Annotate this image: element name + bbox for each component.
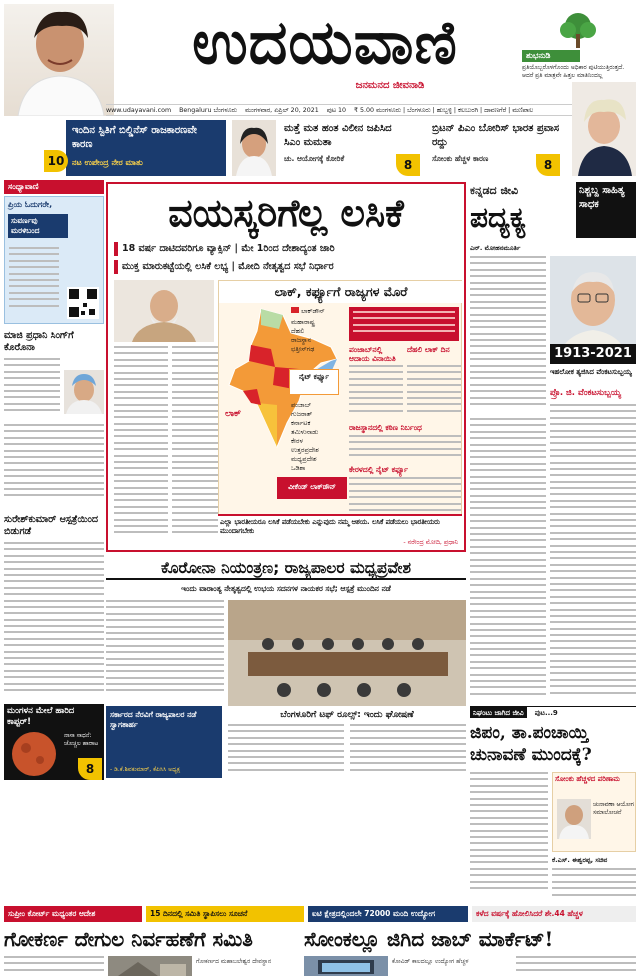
upendra-photo [4, 4, 114, 116]
mamata-photo [232, 120, 276, 176]
shubhanudi-title: ಶುಭನುಡಿ [522, 50, 580, 62]
map-label-lock: ಲಾಕ್ [225, 409, 241, 419]
strip-left: ಸುಪ್ರೀಂ ಕೋರ್ಟ್ ಮಧ್ಯಂತರ ಆದೇಶ [4, 906, 142, 922]
gokarna-headline[interactable]: ಗೋಕರ್ಣ ದೇಗುಲ ನಿರ್ವಹಣೆಗೆ ಸಮಿತಿ [4, 927, 253, 951]
masthead-tagline: ಜನಮನದ ಜೀವನಾಡಿ [355, 80, 425, 91]
person-illustration-icon [572, 82, 636, 176]
job-caption: ಕೋವಿಡ್ ಕಾಲದಲ್ಲೂ ಉದ್ಯೋಗ ಹೆಚ್ಚಳ [392, 958, 469, 965]
teaser-3-sub: ಸೋಂಕು ಹೆಚ್ಚಳ ಕಾರಣ [432, 154, 489, 163]
masthead [0, 0, 640, 118]
mars-box[interactable] [4, 704, 104, 780]
map-sidebar-4: ಕೇರಳದಲ್ಲಿ ನೈಟ್ ಕರ್ಫ್ಯೂ [349, 465, 409, 474]
state-item: ಪಂಜಾಬ್ [291, 401, 312, 409]
gvenkatasubbaiah-photo [550, 256, 636, 364]
governor-story [106, 556, 466, 804]
state-item: ಛತ್ತೀಸ್‌ಗಢ [291, 345, 315, 353]
teaser-1[interactable] [66, 120, 226, 176]
edition: Bengaluru ಬೆಂಗಳೂರು [179, 107, 237, 114]
manmohan-photo [64, 370, 104, 414]
teaser-1-sub: ನಟ ಉಪೇಂದ್ರ ನೇರ ಮಾತು [72, 158, 143, 167]
shivakumar-quote-box [106, 706, 222, 778]
person-illustration-icon [114, 280, 214, 342]
map-sidebar-3: ರಾಜಸ್ಥಾನದಲ್ಲಿ ಕಠಿಣ ನಿರ್ಬಂಧ [349, 423, 422, 432]
strip-mid: 15 ದಿನದಲ್ಲಿ ಸಮಿತಿ ಸ್ಥಾಪಿಸಲು ಸೂಚನೆ [146, 906, 304, 922]
right-column [470, 182, 636, 718]
bengaluru-rules-title[interactable]: ಬೆಂಗಳೂರಿಗೆ ಟಫ್ ರೂಲ್ಸ್: ಇಂದು ಘೋಷಣೆ [280, 710, 414, 720]
meeting-photo [228, 600, 466, 706]
left-column [4, 180, 104, 780]
modi-quote: ಎಲ್ಲಾ ಭಾರತೀಯರೂ ಲಸಿಕೆ ಪಡೆಯಬೇಕು ಎನ್ನುವುದು ನಮ್ಮ ಆಶಯ. ಲಸಿಕೆ ಪಡೆಯಲು ಭಾರತೀಯರು ಮುಂದಾಗಬೇಕು [220, 518, 440, 535]
person-illustration-icon [4, 4, 114, 116]
site-url[interactable]: www.udayavani.com [106, 107, 172, 114]
teaser-bar [0, 118, 640, 178]
years-label: 1913-2021 [550, 344, 636, 364]
teaser-3-headline: ಬ್ರಿಟನ್ ಪಿಎಂ ಬೋರಿಸ್ ಭಾರತ ಪ್ರವಾಸ ರದ್ದು [432, 123, 560, 148]
panchayat-box-title: ಸೋಂಕು ಹೆಚ್ಚಳದ ಪರಿಣಾಮ [555, 775, 620, 783]
state-item: ಗುಜರಾತ್ [291, 410, 313, 418]
map-sidebar-2: ದೆಹಲಿ ಲಾಕ್ ದಿನ [407, 345, 450, 354]
issue-date: ಮಂಗಳವಾರ, ಏಪ್ರಿಲ್ 20, 2021 [244, 107, 319, 114]
price-editions: ₹ 5.00 ಮಂಗಳೂರು | ಬೆಂಗಳೂರು | ಹುಬ್ಬಳ್ಳಿ | ಕಲಬುರಗಿ | ದಾವಣಗೆರೆ | ಮಣಿಪಾಲ [354, 107, 534, 114]
panchayat-headline[interactable]: ಜಿಪಂ, ತಾ.ಪಂಚಾಯ್ತಿ ಚುನಾವಣೆ ಮುಂದಕ್ಕೆ? [470, 723, 592, 765]
caption-sub: ಇಹಲೋಕ ತ್ಯಜಿಸಿದ ವೆಂಕಟಸುಬ್ಬಯ್ಯ [550, 368, 632, 376]
person-illustration-icon [557, 799, 591, 839]
job-market-headline[interactable]: ಸೋಂಕಲ್ಲೂ ಜಿಗಿದ ಜಾಬ್ ಮಾರ್ಕೆಟ್! [304, 927, 554, 951]
panchayat-byline: ಕೆ.ಎಸ್. ಈಶ್ವರಪ್ಪ, ಸಚಿವ [552, 856, 608, 864]
state-item: ಮಧ್ಯಪ್ರದೇಶ [291, 455, 317, 463]
bottom-strip [4, 906, 636, 922]
tree-icon [556, 12, 600, 48]
teaser-2-headline: ಮತ್ತೆ ಮತ ಹಂತ ವಿಲೀನ ಜಪಿಸಿದ ಸಿಎಂ ಮಮತಾ [284, 123, 392, 148]
kannada-jeevi: ಕನ್ನಡದ ಜೀವಿ [470, 184, 519, 197]
strip-right-1: ಐಟಿ ಕ್ಷೇತ್ರದಲ್ಲಿಂದಲೇ 72000 ಮಂದಿ ಉದ್ಯೋಗ [308, 906, 468, 922]
state-item: ಕೇರಳ [291, 437, 304, 445]
teaser-1-headline: ಇಂದಿನ ಸ್ಟಿತಿಗೆ ಬಿಲ್ಡಿನೆಸ್ ರಾಜಕಾರಣವೇ ಕಾರಣ [72, 125, 197, 150]
continued-bar[interactable] [470, 706, 636, 718]
promo-title: ಪ್ರಿಯ ಓದುಗರೇ, [8, 200, 53, 209]
lockdown-map-box [218, 280, 462, 530]
shivakumar-quote: ಸರ್ಕಾರದ ನೆರವಿಗೆ ರಾಜ್ಯಪಾಲರ ನಡೆ ಸ್ವಾಗತಾರ್ಹ [110, 710, 197, 729]
laptop-icon [304, 956, 388, 976]
lead-story [106, 182, 466, 552]
modi-quote-by: - ನರೇಂದ್ರ ಮೋದಿ, ಪ್ರಧಾನಿ [403, 539, 458, 546]
lead-headline[interactable]: ವಯಸ್ಕರಿಗೆಲ್ಲ ಲಸಿಕೆ [168, 190, 404, 235]
state-item: ಉತ್ತರಪ್ರದೇಶ [291, 446, 319, 454]
mars-page-badge: 8 [78, 758, 102, 780]
teaser-1-page-badge: 10 [44, 150, 68, 172]
person-illustration-icon [232, 120, 276, 176]
strip-right-2: ಕಳೆದ ವರ್ಷಕ್ಕೆ ಹೋಲಿಸಿದರೆ ಶೇ.44 ಹೆಚ್ಚಳ [472, 906, 636, 922]
story-sureshkumar-title[interactable]: ಸುರೇಶ್‌ಕುಮಾರ್ ಆಸ್ಪತ್ರೆಯಿಂದ ಬಿಡುಗಡೆ [4, 514, 98, 537]
right-byline: ಎನ್. ಮೋಹನಮೂರ್ತಿ [470, 244, 521, 252]
governor-deck: ಇಂದು ವಾರಾಂತ್ಯ ನೇತೃತ್ವದಲ್ಲಿ ಉಭಯ ಸದನಗಳ ನಾಯಕರ ಸಭೆ; ಆಸ್ಪತ್ರೆ ಮುಂದಿನ ನಡೆ [181, 584, 391, 593]
shivakumar-quote-by: - ಡಿ.ಕೆ.ಶಿವಕುಮಾರ್, ಕೆಪಿಸಿಸಿ ಅಧ್ಯಕ್ಷ [110, 766, 181, 773]
story-manmohan-title[interactable]: ಮಾಜಿ ಪ್ರಧಾನಿ ಸಿಂಗ್‌ಗೆ ಕೊರೊನಾ [4, 330, 74, 353]
lead-deck-1: 18 ವರ್ಷ ದಾಟಿದವರಿಗೂ ವ್ಯಾಕ್ಸಿನ್ | ಮೇ 1ರಿಂದ ದೇಶಾದ್ಯಂತ ಜಾರಿ [114, 242, 460, 256]
legend-lockdown: ಲಾಕ್‌ಡೌನ್ [291, 307, 361, 316]
boris-photo [572, 82, 636, 176]
modi-quote-box [218, 514, 462, 548]
state-list-2 [291, 401, 345, 473]
map-title: ಲಾಕ್, ಕರ್ಫ್ಯೂಗೆ ರಾಜ್ಯಗಳ ಮೊರೆ [219, 281, 463, 303]
reader-promo[interactable] [4, 196, 104, 324]
panchayat-box [552, 772, 636, 852]
lead-deck-2: ಮುಕ್ತ ಮಾರುಕಟ್ಟೆಯಲ್ಲಿ ಲಸಿಕೆ ಲಭ್ಯ | ಮೋದಿ ನೇತೃತ್ವದ ಸಭೆ ನಿರ್ಧಾರ [114, 260, 460, 274]
panchayat-box-caption: ಚುನಾವಣಾ ಆಯೋಗ ಸಮಾಲೋಚನೆ [593, 801, 635, 816]
modi-photo [114, 280, 214, 342]
teaser-2-page-badge: 8 [396, 154, 420, 176]
temple-icon [108, 956, 192, 976]
job-photo [304, 956, 388, 976]
mars-caption: ನಾಸಾ ಸಾಧನೆ: ಚೊಚ್ಚಲ ಹಾರಾಟ [64, 732, 99, 747]
night-curfew-tag: ನೈಟ್ ಕರ್ಫ್ಯೂ [289, 369, 339, 395]
page-number: ಪುಟ 10 [326, 107, 346, 114]
promo-sub: ಸುವರ್ಣವು ಮರಳಿಬಂದ [8, 214, 68, 238]
teaser-2-sub: ಚು. ಆಯೋಗಕ್ಕೆ ಕೋರಿಕೆ [284, 154, 345, 163]
state-item: ಒಡಿಶಾ [291, 464, 306, 472]
weekend-tag: ವೀಕೆಂಡ್ ಲಾಕ್‌ಡೌನ್ [277, 477, 347, 499]
mars-title: ಮಂಗಳನ ಮೇಲೆ ಹಾರಿದ ಕಾಪ್ಟರ್! [7, 706, 75, 727]
eshwarappa-photo [557, 799, 591, 839]
teaser-3-page-badge: 8 [536, 154, 560, 176]
person-illustration-icon [64, 370, 104, 414]
caption-name: ಪ್ರೊ. ಜಿ. ವೆಂಕಟಸುಬ್ಬಯ್ಯ [550, 388, 622, 398]
legend-swatch-red [291, 307, 299, 313]
state-item: ರಾಜಸ್ಥಾನ [291, 336, 312, 344]
gokarna-caption: ಗೋಕರ್ಣದ ಮಹಾಬಲೇಶ್ವರ ದೇವಸ್ಥಾನ [196, 958, 272, 965]
kicker-box: ನಿಶ್ಚಬ್ದ ಸಾಹಿತ್ಯ ಸಾಧಕ [576, 182, 636, 238]
state-item: ತಮಿಳುನಾಡು [291, 428, 319, 436]
state-item: ಕರ್ನಾಟಕ [291, 419, 311, 427]
panchayat-story [470, 722, 636, 902]
padyakya-title[interactable]: ಪದ್ಯಕ್ಯ [470, 201, 527, 234]
governor-headline[interactable]: ಕೊರೋನಾ ನಿಯಂತ್ರಣ; ರಾಜ್ಯಪಾಲರ ಮಧ್ಯಪ್ರವೇಶ [106, 556, 466, 580]
teaser-2[interactable] [280, 120, 412, 176]
continued-page: ಪುಟ...9 [534, 709, 558, 717]
sandhyavani-label: ಸಂಧ್ಯಾವಾಣಿ [4, 180, 104, 194]
state-item: ದೆಹಲಿ [291, 327, 305, 335]
date-strip [106, 104, 636, 116]
shubhanudi-text: ಪ್ರತಿಯೊಬ್ಬರೊಳಗೊಂದು ಅಧಿಕಾರ ಪುಟಿಯುತ್ತಿರುತ್ತದೆ. ಆದರೆ ಪ್ರತಿ ಮಾತ್ರವೇ ಹಿತ್ತಲ ಮಾತಿನಿಂದಲ್ಲ [522, 64, 625, 79]
qr-code-icon[interactable] [67, 287, 99, 319]
mars-planet-icon [6, 728, 62, 780]
gokarna-temple-photo [108, 956, 192, 976]
meeting-room-illustration [228, 600, 466, 706]
state-item: ಮಹಾರಾಷ್ಟ್ರ [291, 318, 315, 326]
map-sidebar-1: ಪಂಜಾಬ್‌ನಲ್ಲಿ ಆದಾಯ ವಿನಾಯಿತಿ [349, 345, 396, 363]
masthead-title[interactable]: ಉದಯವಾಣಿ [192, 8, 458, 78]
continued-label: ನಿಘಂಟು ಜಾಗಿದ ಜೀವಿ [470, 707, 527, 718]
